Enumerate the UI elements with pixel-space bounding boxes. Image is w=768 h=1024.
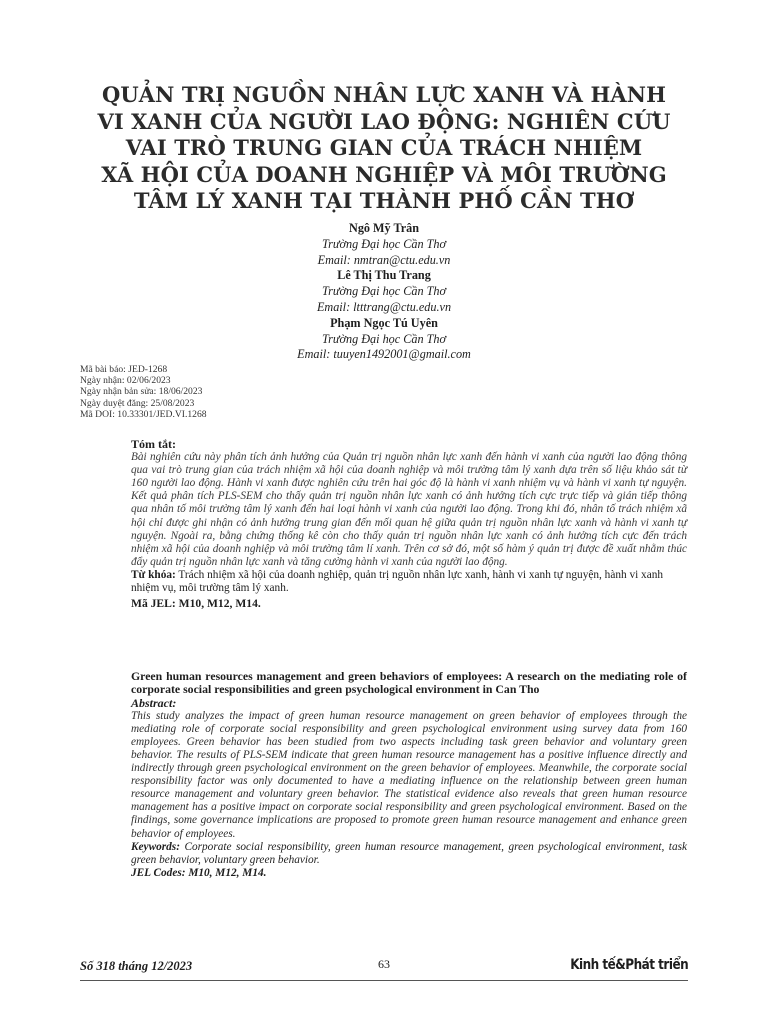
abstract-heading: Tóm tắt: [131,437,176,451]
abstract-heading: Abstract: [131,695,177,710]
abstract-body: Bài nghiên cứu này phân tích ảnh hưởng của Quản trị nguồn nhân lực xanh đến hành vi xanh của người lao động thông qua vai trò trung gian của trách nhiệm xã hội của doanh nghiệp và môi trường tâm lý xanh dựa trên số liệu khảo sát từ 160 người lao động. Hành vi xanh được nghiên cứu trên hai góc độ là hành vi xanh nhiệm vụ và hành vi xanh tự nguyện. Kết quả phân tích PLS-SEM cho thấy quản trị nguồn nhân lực xanh có ảnh hưởng tích cực trực tiếp và gián tiếp thông qua nhân tố môi trường tâm lý xanh đến hai loại hành vi xanh của người lao động. Trong khi đó, nhân tố trách nhiệm xã hội chỉ được ghi nhận có ảnh hưởng trung gian đến mối quan hệ giữa quản trị nguồn nhân lực xanh và hành vi xanh tự nguyện. Ngoài ra, bằng chứng thống kê còn cho thấy quản trị nguồn nhân lực xanh có ảnh hưởng tích cực đến trách nhiệm xã hội của doanh nghiệp và môi trường tâm lí xanh. Trên cơ sở đó, một số hàm ý quản trị được đề xuất nhằm thúc đẩy quản trị nguồn nhân lực xanh và tăng cường hành vi xanh của người lao động. [131,451,687,568]
page-number: 63 [378,957,390,971]
article-title [60,82,708,215]
jel-codes: JEL Codes: M10, M12, M14. [131,866,267,879]
english-abstract [131,670,687,880]
title-line: QUẢN TRỊ NGUỒN NHÂN LỰC XANH VÀ HÀNH [101,82,667,107]
author-affiliation: Trường Đại học Cần Thơ [322,284,446,299]
author-email: Email: nmtran@ctu.edu.vn [317,252,451,267]
doi: Mã DOI: 10.33301/JED.VI.1268 [80,408,207,420]
abstract-body: This study analyzes the impact of green human resource management on green behavior of employees through the mediating role of corporate social responsibility and green psychological environment using survey data from 160 employees. Green behavior has been studied from two aspects including task green behavior and voluntary green behavior. The results of PLS-SEM indicate that green human resource management has a positive influence directly and indirectly through green psychological environment on the green behavior of employees. Meanwhile, the corporate social responsibility factor was only documented to have a mediating influence on the relationship between green human resource management and voluntary green behavior. The statistical evidence also reveals that green human resource management has a positive impact on corporate social responsibility and green psychological environment. Based on the findings, some governance implications are proposed to promote green human resource management and enhance green behavior of employees. [131,709,687,840]
english-title: Green human resources management and green behaviors of employees: A research on the mediating role of corporate social responsibilities and green psychological environment in Can Tho [131,669,687,697]
keywords [131,841,687,867]
author-name: Lê Thị Thu Trang [337,268,431,283]
author-email: Email: tuuyen1492001@gmail.com [297,347,471,362]
keywords-label: Keywords: [131,840,180,853]
revised-date: Ngày nhận bản sửa: 18/06/2023 [80,386,203,398]
jel-codes: Mã JEL: M10, M12, M14. [131,597,261,611]
keywords-text: Corporate social responsibility, green human resource management, green psychological environment, task green behavior, voluntary green behavior. [131,840,687,866]
issue-number: Số 318 tháng 12/2023 [80,959,193,973]
footer-divider [80,980,688,981]
author-name: Phạm Ngọc Tú Uyên [330,315,438,330]
keywords-label: Từ khóa: [131,568,176,581]
title-line: VI XANH CỦA NGƯỜI LAO ĐỘNG: NGHIÊN CỨU [97,108,671,134]
keywords-text: Trách nhiệm xã hội của doanh nghiệp, quản trị nguồn nhân lực xanh, hành vi xanh tự nguyện, hành vi xanh nhiệm vụ, môi trường tâm lý xanh. [131,568,664,595]
accepted-date: Ngày duyệt đăng: 25/08/2023 [80,397,195,409]
journal-logo: Kinh tế&Phát triển [570,957,688,973]
author-affiliation: Trường Đại học Cần Thơ [322,331,446,346]
author-name: Ngô Mỹ Trân [349,221,419,235]
page-footer [80,957,688,977]
title-line: TÂM LÝ XANH TẠI THÀNH PHỐ CẦN THƠ [133,188,635,213]
title-line: XÃ HỘI CỦA DOANH NGHIỆP VÀ MÔI TRƯỜNG [101,161,667,187]
vietnamese-abstract [131,438,687,610]
title-line: VAI TRÒ TRUNG GIAN CỦA TRÁCH NHIỆM [125,135,643,160]
author-affiliation: Trường Đại học Cần Thơ [322,236,446,251]
article-code: Mã bài báo: JED-1268 [80,364,168,375]
keywords [131,569,687,595]
author-block [184,221,584,363]
author-email: Email: ltttrang@ctu.edu.vn [316,299,452,314]
received-date: Ngày nhận: 02/06/2023 [80,375,171,387]
article-metadata [80,364,320,420]
